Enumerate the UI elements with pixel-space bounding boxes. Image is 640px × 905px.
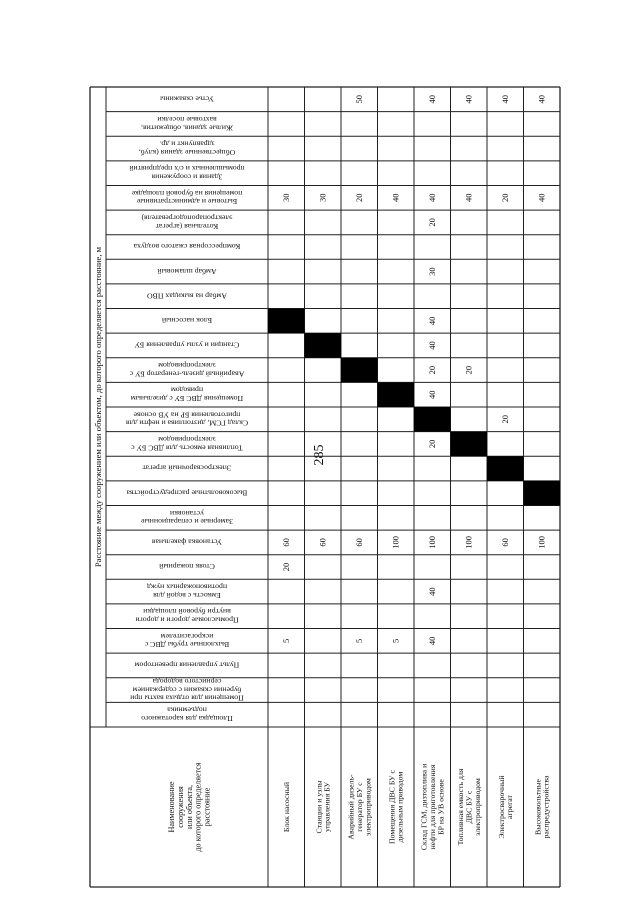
row-name [497, 775, 514, 838]
column-header-line: подъемника [167, 705, 207, 715]
column-header-line: Промысловые дороги и дороги [135, 615, 239, 625]
cell-value-line: 60 [354, 538, 365, 547]
cell-value-line: 20 [427, 218, 438, 227]
column-header [139, 140, 235, 157]
column-header-line: Помещения ДВС БУ с дизельным [130, 394, 244, 404]
cell-value-line: 50 [354, 95, 365, 104]
row-name-line: нефти для приготовления [427, 764, 437, 850]
cell-value [281, 194, 291, 203]
cell-value-line: 60 [500, 538, 511, 547]
cell-value-line: 100 [390, 536, 401, 549]
cell-value-line: 20 [500, 193, 511, 203]
column-header [141, 115, 233, 132]
cell-value-line: 40 [427, 316, 438, 326]
row-name-line: управления БУ [322, 782, 332, 832]
column-header-line: электропароподогревателя) [141, 213, 233, 223]
cell-value [427, 390, 437, 399]
corner-header-line: или объекта, [184, 784, 194, 830]
column-header-line: Пульт управления превентором [134, 660, 240, 670]
row-name-line: ДВС БУ с [464, 790, 474, 824]
cell-value-line: 40 [427, 95, 438, 104]
cell-value-line: 30 [317, 193, 328, 203]
row-name-line: Помещения ДВС БУ с [387, 770, 397, 844]
cell-value [427, 341, 437, 350]
column-header [131, 189, 242, 206]
cell-value-line: 40 [463, 193, 474, 203]
cell-value [354, 639, 364, 643]
column-header [129, 361, 244, 378]
cell-value-line: 40 [427, 193, 438, 203]
column-header [134, 341, 239, 350]
column-header-line: Устье скважины [160, 94, 214, 104]
column-header-line: Топливная емкость для ДВС БУ с [131, 443, 243, 453]
column-header-line: промышленных и с/х предприятий [129, 164, 245, 174]
cell-value-line: 100 [427, 536, 438, 549]
column-header-line: Жилые здания, общежития, [141, 123, 233, 133]
diagonal-black-cell [341, 358, 378, 383]
corner-header-line: сооружения [176, 786, 186, 828]
column-header [162, 316, 212, 325]
column-header-line: электроприводом [158, 434, 216, 444]
column-header-line: вахтовые поселки [157, 114, 217, 124]
cell-value [427, 267, 437, 276]
cell-value-line: 20 [500, 415, 511, 424]
cell-value [500, 194, 510, 203]
row-name-line: БР на УВ основе [436, 779, 446, 835]
column-header [157, 267, 216, 276]
column-header [129, 164, 244, 181]
column-header-line: Высоковольтные распредустройства [126, 488, 248, 498]
column-header-line: Емкость с водой для [153, 591, 221, 601]
cell-value-line: 20 [281, 562, 292, 572]
cell-value [500, 95, 510, 104]
cell-value-line: 40 [463, 95, 474, 104]
cell-value [318, 538, 328, 547]
column-header-line: Блок насосный [161, 316, 213, 326]
column-header-line: Общественные здания (клуб, [138, 147, 236, 157]
row-name [347, 774, 373, 840]
diagonal-black-cell [268, 309, 305, 334]
diagonal-black-cell [487, 456, 524, 481]
cell-value [427, 637, 437, 646]
cell-value-line: 40 [536, 95, 547, 104]
cell-value-line: 20 [354, 193, 365, 203]
cell-value [281, 639, 291, 643]
diagonal-black-cell [378, 382, 415, 407]
column-header-line: приготовления БР на УВ основе [133, 410, 241, 420]
cell-value-line: 40 [500, 95, 511, 104]
column-header [152, 538, 222, 547]
row-name-line: Склад ГСМ, дизтоплива и [419, 763, 429, 851]
cell-value [427, 587, 437, 596]
row-name [420, 764, 446, 851]
corner-header-line: расстояние [202, 787, 212, 827]
column-header-line: Помещения для отдыха вахты при [130, 693, 244, 703]
column-header-line: Выхлопные трубы ДВС с [144, 640, 230, 650]
row-name-line: Высоковольтные [533, 779, 543, 835]
column-header [131, 435, 243, 452]
cell-value [427, 194, 437, 203]
cell-value-line: 30 [281, 193, 292, 203]
column-header-line: здравпункт и др. [159, 139, 215, 149]
cell-value-line: 100 [536, 536, 547, 549]
column-header [142, 464, 232, 473]
cell-value-line: 40 [427, 587, 438, 596]
cell-value [354, 194, 364, 203]
cell-value [391, 639, 401, 643]
diagonal-black-cell [414, 407, 451, 432]
cell-value-line: 20 [463, 365, 474, 375]
cell-value [427, 440, 437, 449]
cell-value-line: 60 [281, 538, 292, 547]
column-header-line: Компрессорная сжатого воздуха [133, 242, 241, 252]
column-header-line: бурении скважин с содержанием [132, 685, 242, 695]
column-header-line: Площадка для каротажного [141, 714, 233, 724]
cell-value [354, 95, 364, 104]
row-name-line: агрегат [505, 795, 515, 819]
cell-value [500, 415, 510, 424]
row-name-line: электроприводом [472, 778, 482, 836]
cell-value-line: 30 [427, 267, 438, 276]
cell-value-line: 20 [427, 439, 438, 449]
row-name [314, 780, 331, 834]
cell-value-line: 40 [427, 636, 438, 646]
column-header-line: электроприводом [158, 361, 216, 371]
column-header-line: помещения на буровой площадке [131, 188, 243, 198]
row-name-line: электроприводом [363, 778, 373, 836]
cell-value [537, 536, 547, 549]
column-header-line: сернистого водорода [152, 676, 222, 686]
column-header-line: Замерные и сепарационные [141, 517, 233, 527]
column-header [135, 607, 238, 624]
column-header-line: Бытовые и административные [136, 197, 238, 207]
cell-value [537, 95, 547, 104]
cell-value-line: 40 [390, 193, 401, 203]
cell-value [281, 563, 291, 572]
cell-value [427, 95, 437, 104]
row-name-line: дизельным приводом [395, 771, 405, 843]
column-header-line: Стояк пожарный [159, 562, 215, 572]
column-header [147, 583, 227, 600]
row-name-line: Блок насосный [281, 781, 291, 833]
column-header [131, 386, 243, 403]
column-header [141, 213, 232, 230]
column-header-line: Аварийный дизель-генератор БУ с [129, 369, 245, 379]
row-name-line: Станции и узлы [314, 780, 324, 834]
cell-value [464, 194, 474, 203]
column-header-line: Амбар шламовый [157, 266, 217, 276]
row-name-line: Аварийный дизель- [346, 774, 356, 840]
row-name [533, 775, 550, 838]
column-header [135, 661, 240, 670]
cell-value-line: 5 [390, 638, 401, 643]
cell-value [464, 95, 474, 104]
row-name-line: распредустройства [541, 775, 551, 839]
column-header [133, 242, 240, 251]
row-name-line: Топливная емкость для [456, 768, 466, 846]
diagonal-black-cell [305, 333, 342, 358]
column-header [144, 632, 229, 649]
column-header-line: Здания и сооружения [151, 172, 223, 182]
corner-header-line: до которого определяется [193, 762, 203, 852]
cell-value-line: 40 [427, 341, 438, 350]
cell-value [464, 366, 474, 375]
cell-value-line: 40 [536, 193, 547, 203]
column-header [147, 291, 227, 300]
corner-header-line: Наименование [167, 781, 177, 833]
cell-value [391, 194, 401, 203]
cell-value-line: 5 [281, 638, 292, 643]
cell-value-line: 100 [463, 536, 474, 549]
cell-value-line: 60 [317, 538, 328, 547]
cell-value [427, 317, 437, 326]
column-header-line: приводом [170, 385, 204, 395]
diagonal-black-cell [524, 481, 561, 506]
cell-value [281, 538, 291, 547]
column-header-line: установки [169, 508, 205, 518]
column-header [159, 562, 215, 571]
row-name [456, 768, 482, 845]
column-header [141, 706, 233, 723]
column-header-line: Установка факельная [151, 537, 223, 547]
cell-value [427, 366, 437, 375]
row-name-line: Электросварочный [496, 775, 506, 839]
column-header-line: Склад ГСМ, дизтоплива и нефти для [125, 418, 249, 428]
column-header [159, 95, 213, 104]
column-header-line: Станции и узлы управления БУ [134, 340, 240, 350]
column-header [125, 410, 248, 427]
column-header-line: Амбар на выкидах ПВО [146, 291, 228, 301]
corner-header [167, 762, 211, 852]
cell-value [354, 538, 364, 547]
cell-value [500, 538, 510, 547]
column-header-line: искрогасителем [160, 631, 214, 641]
diagonal-black-cell [451, 432, 488, 457]
cell-value-line: 5 [354, 638, 365, 643]
page-number: 285 [312, 444, 327, 466]
row-name [387, 769, 404, 843]
table-title [93, 246, 103, 567]
column-header [141, 509, 233, 526]
cell-value [318, 194, 328, 203]
column-header-line: внутри буровой площадки [143, 607, 231, 617]
cell-value [537, 194, 547, 203]
column-header-line: Котельная (агрегат [155, 221, 219, 231]
cell-value [464, 536, 474, 549]
row-name-line: генератор БУ с [354, 782, 364, 832]
column-header-line: противопожарных нужд [146, 582, 228, 592]
row-name [282, 782, 291, 832]
cell-value [427, 536, 437, 549]
cell-value-line: 20 [427, 365, 438, 375]
column-header [130, 677, 244, 703]
column-header-line: Электросварочный агрегат [142, 463, 232, 473]
table-title-line: Расстояние между сооружением или объектом, до которого определяется расстояние, м [93, 246, 104, 568]
cell-value [427, 218, 437, 227]
cell-value-line: 40 [427, 390, 438, 399]
column-header [126, 488, 247, 497]
cell-value [391, 536, 401, 549]
